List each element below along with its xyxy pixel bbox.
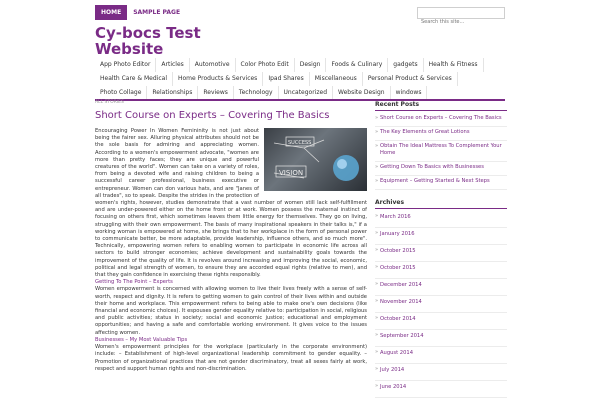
post-paragraph: Women's empowerment principles for the workplace (particularly in the corporate environment) include: – Establishment of high-level organizational leadership commitment to gender equality. – Promotion of organizational practices that are not gender discriminatory, treat all sexes fairly at work, respect and support human rights and non-discrimination.	[95, 344, 367, 372]
search-input[interactable]	[418, 17, 504, 27]
archive-link[interactable]: » January 2016	[375, 228, 507, 245]
menu-item[interactable]: Health & Fitness	[424, 58, 484, 72]
recent-post-link[interactable]: » Obtain The Ideal Mattress To Complement Your Home	[375, 141, 507, 162]
menu-item[interactable]: Color Photo Edit	[236, 58, 295, 72]
post-subheading-link[interactable]: Getting To The Point – Experts	[95, 279, 173, 286]
post-paragraph: Encouraging Power In Women Femininity is not just about being the fairer sex. Alluring physical attributes should not be the sole basis for admiring and appreciating women. According to a women's empowerment advocate, "women are more than pretty faces; they are unique and powerful creatures of the world". Women can take on a variety of roles, from being a devoted wife and raising children to being a successful career professional, business executive or entrepreneur. Women can don various hats, and are "Janes of all trades", so to speak. Despite the strides in the protection of women's rights, however, studies demonstrate that a vast number of women still lack self-fulfillment and are under-powered either on the home front or at work. Women possess the maternal instinct of focusing on others first, which sometimes leaves them little energy for themselves. They go on living, struggling with their own empowerment. The basis of many inspirational speakers in their talks is," if a working woman is empowered at home, she brings that to her workplace in the form of personal power to communicate better, be more adaptable, provide leadership, influence others, and so much more". Technically, empowering women refers to enabling women to participate in economic life across all sectors to build stronger economies; achieve development and sustainability goals towards the improvement of the quality of life. It is revolves around increasing and improving the social, economic, political and legal strength of women, to ensure they are accorded equal rights (relative to men), and that they gain confidence in exercising these rights responsibly.	[95, 128, 367, 279]
archives-widget	[375, 198, 507, 398]
widget-divider	[375, 110, 507, 111]
main-navigation	[95, 58, 505, 100]
menu-item[interactable]: Photo Collage	[95, 86, 147, 100]
menu-item[interactable]: Automotive	[190, 58, 236, 72]
menu-item[interactable]: Reviews	[198, 86, 234, 100]
menu-item[interactable]: Personal Product & Services	[363, 72, 458, 86]
search-box	[417, 7, 505, 19]
nav-sample-page-link[interactable]: SAMPLE PAGE	[133, 9, 181, 16]
image-label-success: SUCCESS	[288, 140, 312, 146]
site-title[interactable]: Cy-bocs Test Website	[95, 24, 201, 58]
nav-home-link[interactable]: HOME	[95, 5, 127, 20]
top-bar	[0, 0, 600, 22]
archive-link[interactable]: » November 2014	[375, 296, 507, 313]
archive-link[interactable]: » October 2014	[375, 313, 507, 330]
sidebar	[375, 100, 507, 398]
recent-posts-widget	[375, 100, 507, 190]
menu-item[interactable]: Articles	[156, 58, 189, 72]
menu-item[interactable]: Miscellaneous	[310, 72, 363, 86]
menu-item[interactable]: Health Care & Medical	[95, 72, 173, 86]
archive-link[interactable]: » March 2016	[375, 211, 507, 228]
menu-item[interactable]: gadgets	[388, 58, 423, 72]
menu-item[interactable]: Uncategorized	[279, 86, 333, 100]
post-title[interactable]: Short Course on Experts – Covering The Basics	[95, 110, 330, 121]
widget-divider	[375, 208, 507, 209]
recent-post-link[interactable]: » Equipment – Getting Started & Next Steps	[375, 176, 507, 190]
menu-item[interactable]: Home Products & Services	[173, 72, 263, 86]
menu-item[interactable]: App Photo Editor	[95, 58, 156, 72]
menu-item[interactable]: Technology	[234, 86, 279, 100]
menu-item[interactable]: Design	[295, 58, 327, 72]
post-content	[95, 128, 367, 400]
recent-post-link[interactable]: » The Key Elements of Great Lotions	[375, 127, 507, 141]
archive-link[interactable]: » December 2014	[375, 279, 507, 296]
archive-link[interactable]: » July 2014	[375, 364, 507, 381]
recent-post-link[interactable]: » Getting Down To Basics with Businesses	[375, 162, 507, 176]
widget-title: Archives	[375, 199, 405, 206]
menu-item[interactable]: Relationships	[147, 86, 198, 100]
archive-link[interactable]: » August 2014	[375, 347, 507, 364]
archive-link[interactable]: » June 2014	[375, 381, 507, 398]
widget-title: Recent Posts	[375, 101, 420, 108]
archive-link[interactable]: » September 2014	[375, 330, 507, 347]
top-navigation	[95, 5, 186, 20]
recent-post-link[interactable]: » Short Course on Experts – Covering The Basics	[375, 113, 507, 127]
breadcrumb[interactable]: ALL STORIES	[95, 100, 124, 105]
archive-link[interactable]: » October 2015	[375, 262, 507, 279]
post-paragraph: Women empowerment is concerned with allowing women to live their lives freely with a sense of self-worth, respect and dignity. It is refers to getting women to gain control of their lives within and outside their home and workplace. This empowerment refers to being able to make one's own decisions (like financial and economic choices). It espouses gender equality relative to: participation in social, religious and public activities; status in society; social and economic justice; educational and employment opportunities; and having a safe and comfortable working environment. It gives voice to the issues affecting women.	[95, 286, 367, 336]
image-label-vision: VISION	[279, 169, 304, 177]
post-featured-image	[264, 128, 367, 191]
archive-link[interactable]: » October 2015	[375, 245, 507, 262]
menu-item[interactable]: windows	[391, 86, 428, 100]
menu-item[interactable]: Ipad Shares	[263, 72, 309, 86]
menu-item[interactable]: Website Design	[333, 86, 391, 100]
post-subheading-link[interactable]: Businesses – My Most Valuable Tips	[95, 336, 188, 343]
menu-item[interactable]: Foods & Culinary	[326, 58, 388, 72]
